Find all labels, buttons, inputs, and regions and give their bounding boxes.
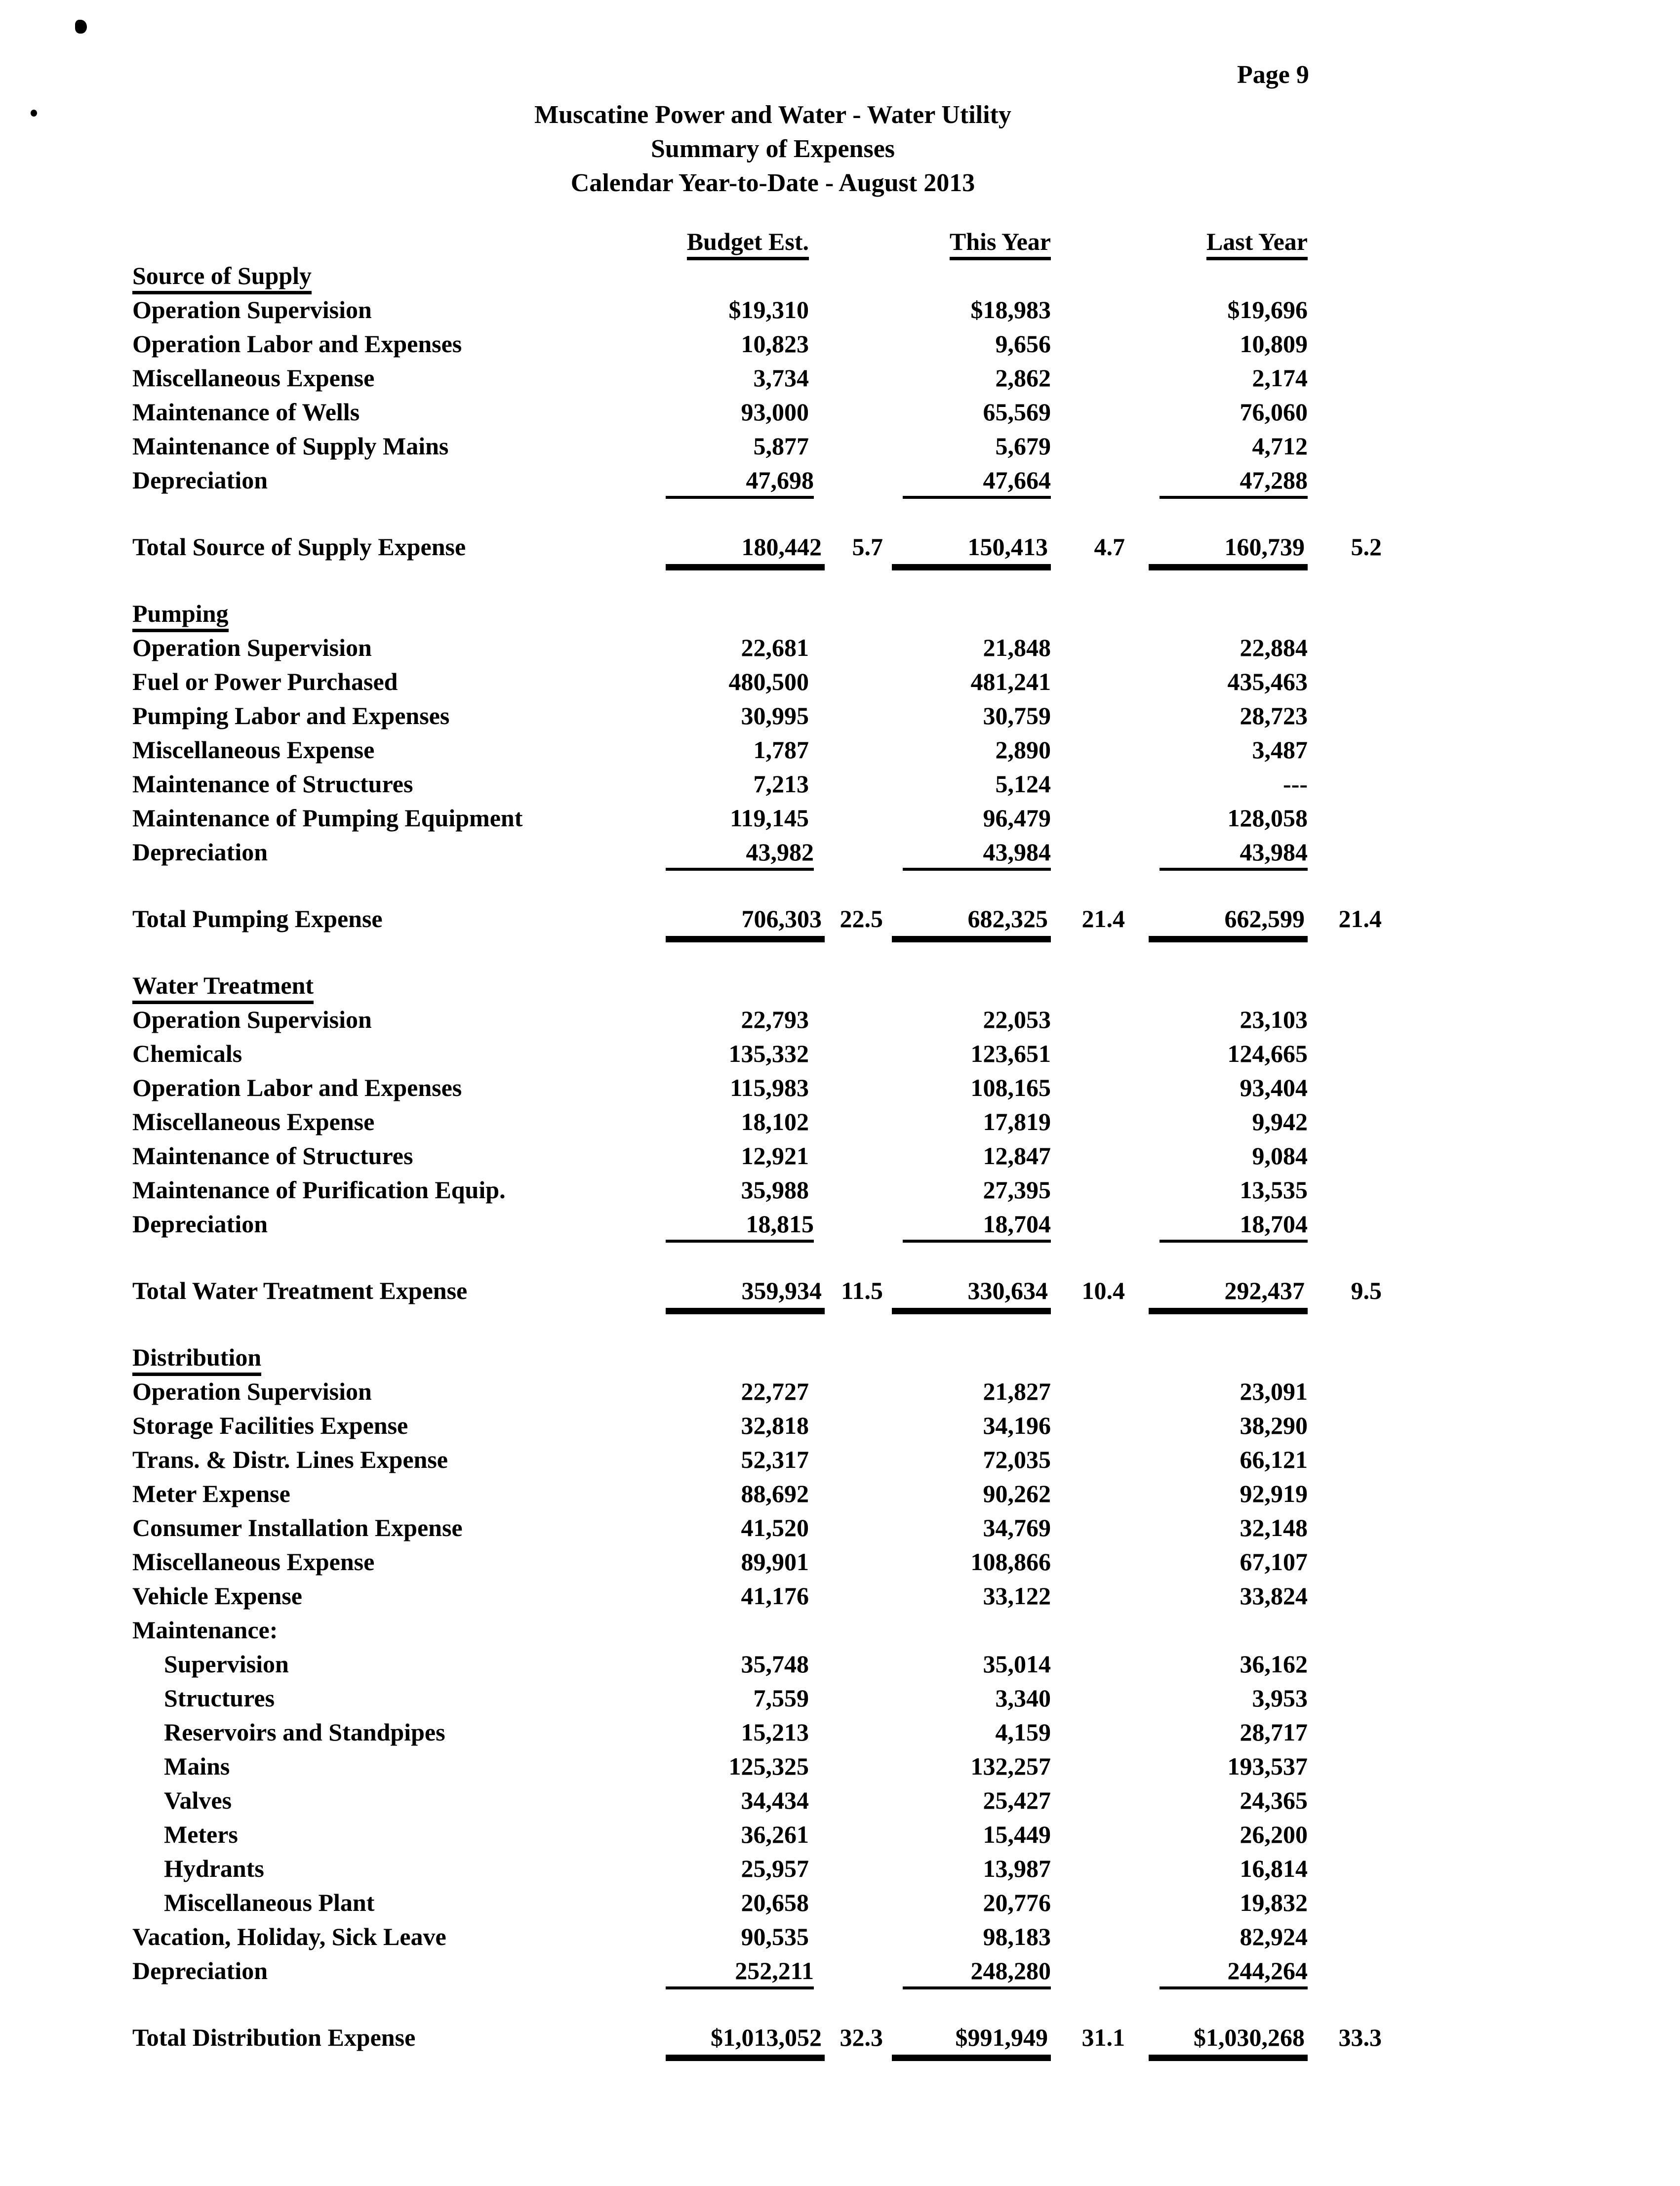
table-row: [132, 1749, 1397, 1783]
row-label: Operation Supervision: [132, 634, 372, 661]
table-row: [132, 1545, 1397, 1579]
last-year-amount: 93,404: [1240, 1074, 1308, 1101]
total-budget-pct: 5.7: [852, 533, 883, 561]
last-year-amount: 9,942: [1252, 1108, 1308, 1135]
table-row: [132, 1037, 1397, 1071]
total-this-year-amount: 330,634: [883, 1274, 1051, 1314]
this-year-amount: 2,862: [995, 364, 1051, 392]
total-budget-pct: 32.3: [840, 2024, 883, 2051]
last-year-amount: 24,365: [1240, 1786, 1308, 1814]
last-year-amount: 13,535: [1240, 1176, 1308, 1204]
this-year-amount: 47,664: [883, 463, 1051, 499]
table-row: [132, 293, 1397, 327]
last-year-amount: 23,091: [1240, 1377, 1308, 1405]
this-year-amount: 2,890: [995, 736, 1051, 764]
table-row: [132, 1852, 1397, 1886]
this-year-amount: 108,866: [970, 1548, 1051, 1576]
row-label: Depreciation: [132, 838, 268, 866]
budget-amount: 7,213: [753, 770, 809, 798]
budget-amount: 18,102: [741, 1108, 809, 1135]
budget-amount: 32,818: [741, 1412, 809, 1439]
table-row: [132, 429, 1397, 463]
row-label: Reservoirs and Standpipes: [164, 1718, 445, 1746]
this-year-amount: 123,651: [970, 1040, 1051, 1067]
this-year-amount: 248,280: [883, 1954, 1051, 1989]
budget-amount: $19,310: [728, 296, 809, 324]
this-year-amount: $18,983: [970, 296, 1051, 324]
table-row: [132, 1954, 1397, 1988]
table-row: [132, 395, 1397, 429]
this-year-amount: 20,776: [983, 1889, 1051, 1916]
this-year-amount: 43,984: [883, 835, 1051, 871]
budget-amount: 34,434: [741, 1786, 809, 1814]
total-budget-amount: $1,013,052: [666, 2021, 809, 2061]
this-year-amount: 30,759: [983, 702, 1051, 729]
section-heading: Distribution: [132, 1340, 666, 1376]
budget-amount: 41,520: [741, 1514, 809, 1541]
row-label: Maintenance of Structures: [132, 770, 413, 798]
section-heading-row: [132, 1340, 1397, 1375]
row-label: Maintenance of Wells: [132, 398, 360, 426]
table-row: [132, 1375, 1397, 1409]
last-year-amount: 9,084: [1252, 1142, 1308, 1170]
this-year-amount: 72,035: [983, 1446, 1051, 1473]
table-row: [132, 801, 1397, 835]
row-label: Maintenance of Supply Mains: [132, 432, 449, 460]
row-label: Storage Facilities Expense: [132, 1412, 408, 1439]
total-budget-amount: 359,934: [666, 1274, 809, 1314]
last-year-amount: 32,148: [1240, 1514, 1308, 1541]
last-year-amount: 92,919: [1240, 1480, 1308, 1507]
this-year-amount: 33,122: [983, 1582, 1051, 1610]
budget-amount: 88,692: [741, 1480, 809, 1507]
ink-speck: [31, 110, 37, 117]
budget-amount: 90,535: [741, 1923, 809, 1950]
this-year-amount: 12,847: [983, 1142, 1051, 1170]
last-year-amount: 124,665: [1227, 1040, 1308, 1067]
row-label: Miscellaneous Expense: [132, 1108, 375, 1135]
last-year-amount: 43,984: [1125, 835, 1308, 871]
row-label: Maintenance:: [132, 1616, 278, 1644]
column-header-row: [132, 225, 1397, 259]
total-budget-pct: 11.5: [841, 1277, 883, 1304]
section-total-row: [132, 530, 1397, 564]
this-year-amount: 13,987: [983, 1855, 1051, 1882]
budget-amount: 22,727: [741, 1377, 809, 1405]
total-budget-pct: 22.5: [840, 905, 883, 932]
table-row: [132, 1139, 1397, 1173]
row-label: Depreciation: [132, 466, 268, 494]
table-row: [132, 1886, 1397, 1920]
total-this-year-amount: 150,413: [883, 530, 1051, 570]
last-year-amount: 128,058: [1227, 804, 1308, 832]
section-total-row: [132, 2021, 1397, 2055]
section-heading: Source of Supply: [132, 259, 666, 294]
this-year-amount: 25,427: [983, 1786, 1051, 1814]
row-label: Pumping Labor and Expenses: [132, 702, 450, 729]
this-year-amount: 18,704: [883, 1207, 1051, 1243]
row-label: Vacation, Holiday, Sick Leave: [132, 1923, 446, 1950]
document-subtitle: Summary of Expenses: [650, 135, 895, 163]
table-row: [132, 361, 1397, 395]
this-year-amount: 3,340: [995, 1684, 1051, 1712]
budget-amount: 25,957: [741, 1855, 809, 1882]
total-last-year-amount: 662,599: [1125, 902, 1308, 942]
row-label: Structures: [164, 1684, 275, 1712]
budget-amount: 52,317: [741, 1446, 809, 1473]
total-label: Total Distribution Expense: [132, 2024, 416, 2051]
table-row: [132, 733, 1397, 767]
table-row: [132, 1647, 1397, 1681]
table-row: [132, 1920, 1397, 1954]
row-label: Chemicals: [132, 1040, 242, 1067]
document-title: Muscatine Power and Water - Water Utility: [534, 101, 1011, 129]
section-heading-row: [132, 597, 1397, 631]
this-year-column-header: This Year: [883, 225, 1051, 260]
budget-amount: 119,145: [730, 804, 809, 832]
table-row: [132, 1613, 1397, 1647]
last-year-amount: 66,121: [1240, 1446, 1308, 1473]
page-number: Page 9: [1237, 61, 1309, 89]
last-year-amount: $19,696: [1227, 296, 1308, 324]
budget-amount: 36,261: [741, 1821, 809, 1848]
last-year-amount: 36,162: [1240, 1650, 1308, 1678]
budget-amount: 135,332: [728, 1040, 809, 1067]
table-row: [132, 699, 1397, 733]
this-year-amount: 96,479: [983, 804, 1051, 832]
total-label: Total Source of Supply Expense: [132, 533, 466, 561]
table-row: [132, 1105, 1397, 1139]
document-period: Calendar Year-to-Date - August 2013: [570, 169, 975, 197]
budget-amount: 15,213: [741, 1718, 809, 1746]
last-year-amount: 26,200: [1240, 1821, 1308, 1848]
total-last-year-amount: 292,437: [1125, 1274, 1308, 1314]
budget-amount: 89,901: [741, 1548, 809, 1576]
last-year-amount: 28,717: [1240, 1718, 1308, 1746]
table-row: [132, 1511, 1397, 1545]
budget-amount: 3,734: [753, 364, 809, 392]
last-year-amount: 3,487: [1252, 736, 1308, 764]
last-year-amount: 47,288: [1125, 463, 1308, 499]
budget-amount: 22,681: [741, 634, 809, 661]
last-year-column-header: Last Year: [1125, 225, 1308, 260]
budget-amount: 480,500: [728, 668, 809, 695]
this-year-amount: 98,183: [983, 1923, 1051, 1950]
section-heading-row: [132, 969, 1397, 1003]
this-year-amount: 4,159: [995, 1718, 1051, 1746]
row-label: Miscellaneous Expense: [132, 736, 375, 764]
last-year-amount: 33,824: [1240, 1582, 1308, 1610]
last-year-amount: 22,884: [1240, 634, 1308, 661]
total-this-year-pct: 31.1: [1081, 2024, 1125, 2051]
table-row: [132, 463, 1397, 497]
table-row: [132, 1173, 1397, 1207]
total-last-year-pct: 9.5: [1351, 1277, 1382, 1304]
row-label: Miscellaneous Expense: [132, 1548, 375, 1576]
row-label: Mains: [164, 1752, 230, 1780]
this-year-amount: 132,257: [970, 1752, 1051, 1780]
this-year-amount: 34,769: [983, 1514, 1051, 1541]
budget-amount: 35,748: [741, 1650, 809, 1678]
last-year-amount: 67,107: [1240, 1548, 1308, 1576]
last-year-amount: 244,264: [1125, 1954, 1308, 1989]
table-row: [132, 665, 1397, 699]
expense-table: [132, 225, 1397, 2055]
table-row: [132, 327, 1397, 361]
total-last-year-pct: 33.3: [1338, 2024, 1382, 2051]
row-label: Maintenance of Pumping Equipment: [132, 804, 523, 832]
budget-amount: 5,877: [753, 432, 809, 460]
table-row: [132, 1207, 1397, 1241]
budget-amount: 47,698: [666, 463, 809, 499]
row-label: Operation Supervision: [132, 296, 372, 324]
this-year-amount: 34,196: [983, 1412, 1051, 1439]
row-label: Maintenance of Structures: [132, 1142, 413, 1170]
row-label: Depreciation: [132, 1957, 268, 1984]
last-year-amount: 76,060: [1240, 398, 1308, 426]
budget-amount: 12,921: [741, 1142, 809, 1170]
row-label: Consumer Installation Expense: [132, 1514, 463, 1541]
expense-section: [132, 259, 1397, 564]
table-row: [132, 1071, 1397, 1105]
row-label: Fuel or Power Purchased: [132, 668, 398, 695]
this-year-amount: 15,449: [983, 1821, 1051, 1848]
budget-amount: 7,559: [753, 1684, 809, 1712]
total-budget-amount: 706,303: [666, 902, 809, 942]
table-row: [132, 1783, 1397, 1818]
budget-amount: 10,823: [741, 330, 809, 358]
total-this-year-pct: 10.4: [1081, 1277, 1125, 1304]
table-row: [132, 1477, 1397, 1511]
table-row: [132, 1579, 1397, 1613]
expense-section: [132, 1340, 1397, 2055]
table-row: [132, 631, 1397, 665]
last-year-amount: 23,103: [1240, 1006, 1308, 1033]
this-year-amount: 17,819: [983, 1108, 1051, 1135]
table-row: [132, 835, 1397, 869]
section-heading-row: [132, 259, 1397, 293]
table-row: [132, 1443, 1397, 1477]
total-last-year-pct: 5.2: [1351, 533, 1382, 561]
section-total-row: [132, 1274, 1397, 1308]
this-year-amount: 5,124: [995, 770, 1051, 798]
this-year-amount: 22,053: [983, 1006, 1051, 1033]
last-year-amount: 10,809: [1240, 330, 1308, 358]
table-row: [132, 1715, 1397, 1749]
section-total-row: [132, 902, 1397, 936]
total-this-year-amount: 682,325: [883, 902, 1051, 942]
budget-amount: 22,793: [741, 1006, 809, 1033]
budget-amount: 1,787: [753, 736, 809, 764]
row-label: Depreciation: [132, 1210, 268, 1238]
row-label: Operation Supervision: [132, 1006, 372, 1033]
last-year-amount: ---: [1283, 770, 1308, 798]
last-year-amount: 19,832: [1240, 1889, 1308, 1916]
last-year-amount: 18,704: [1125, 1207, 1308, 1243]
total-last-year-pct: 21.4: [1338, 905, 1382, 932]
last-year-amount: 2,174: [1252, 364, 1308, 392]
row-label: Operation Labor and Expenses: [132, 1074, 462, 1101]
table-row: [132, 1681, 1397, 1715]
this-year-amount: 90,262: [983, 1480, 1051, 1507]
row-label: Vehicle Expense: [132, 1582, 302, 1610]
total-last-year-amount: 160,739: [1125, 530, 1308, 570]
budget-amount: 115,983: [730, 1074, 809, 1101]
table-row: [132, 767, 1397, 801]
table-row: [132, 1003, 1397, 1037]
this-year-amount: 65,569: [983, 398, 1051, 426]
budget-amount: 20,658: [741, 1889, 809, 1916]
total-label: Total Water Treatment Expense: [132, 1277, 468, 1304]
row-label: Valves: [164, 1786, 232, 1814]
last-year-amount: 435,463: [1227, 668, 1308, 695]
table-body: [132, 259, 1397, 2055]
total-this-year-pct: 4.7: [1094, 533, 1125, 561]
budget-column-header: Budget Est.: [666, 225, 809, 260]
budget-amount: 30,995: [741, 702, 809, 729]
total-last-year-amount: $1,030,268: [1125, 2021, 1308, 2061]
row-label: Operation Supervision: [132, 1377, 372, 1405]
row-label: Operation Labor and Expenses: [132, 330, 462, 358]
expense-section: [132, 969, 1397, 1308]
row-label: Supervision: [164, 1650, 289, 1678]
table-row: [132, 1818, 1397, 1852]
total-label: Total Pumping Expense: [132, 905, 383, 932]
last-year-amount: 3,953: [1252, 1684, 1308, 1712]
last-year-amount: 28,723: [1240, 702, 1308, 729]
section-heading: Pumping: [132, 597, 666, 632]
expense-section: [132, 597, 1397, 936]
last-year-amount: 82,924: [1240, 1923, 1308, 1950]
total-this-year-pct: 21.4: [1081, 905, 1125, 932]
budget-amount: 43,982: [666, 835, 809, 871]
budget-amount: 41,176: [741, 1582, 809, 1610]
row-label: Maintenance of Purification Equip.: [132, 1176, 506, 1204]
last-year-amount: 4,712: [1252, 432, 1308, 460]
this-year-amount: 35,014: [983, 1650, 1051, 1678]
this-year-amount: 21,848: [983, 634, 1051, 661]
budget-amount: 125,325: [728, 1752, 809, 1780]
budget-amount: 93,000: [741, 398, 809, 426]
last-year-amount: 16,814: [1240, 1855, 1308, 1882]
budget-amount: 252,211: [666, 1954, 809, 1989]
row-label: Miscellaneous Plant: [164, 1889, 375, 1916]
row-label: Meter Expense: [132, 1480, 290, 1507]
this-year-amount: 21,827: [983, 1377, 1051, 1405]
total-this-year-amount: $991,949: [883, 2021, 1051, 2061]
this-year-amount: 27,395: [983, 1176, 1051, 1204]
this-year-amount: 481,241: [970, 668, 1051, 695]
budget-amount: 18,815: [666, 1207, 809, 1243]
row-label: Hydrants: [164, 1855, 264, 1882]
last-year-amount: 193,537: [1227, 1752, 1308, 1780]
this-year-amount: 9,656: [995, 330, 1051, 358]
document-title-block: [494, 98, 1052, 200]
this-year-amount: 5,679: [995, 432, 1051, 460]
budget-amount: 35,988: [741, 1176, 809, 1204]
this-year-amount: 108,165: [970, 1074, 1051, 1101]
section-heading: Water Treatment: [132, 969, 666, 1004]
total-budget-amount: 180,442: [666, 530, 809, 570]
row-label: Trans. & Distr. Lines Expense: [132, 1446, 448, 1473]
table-row: [132, 1409, 1397, 1443]
row-label: Miscellaneous Expense: [132, 364, 375, 392]
last-year-amount: 38,290: [1240, 1412, 1308, 1439]
row-label: Meters: [164, 1821, 238, 1848]
ink-speck: [75, 20, 87, 34]
